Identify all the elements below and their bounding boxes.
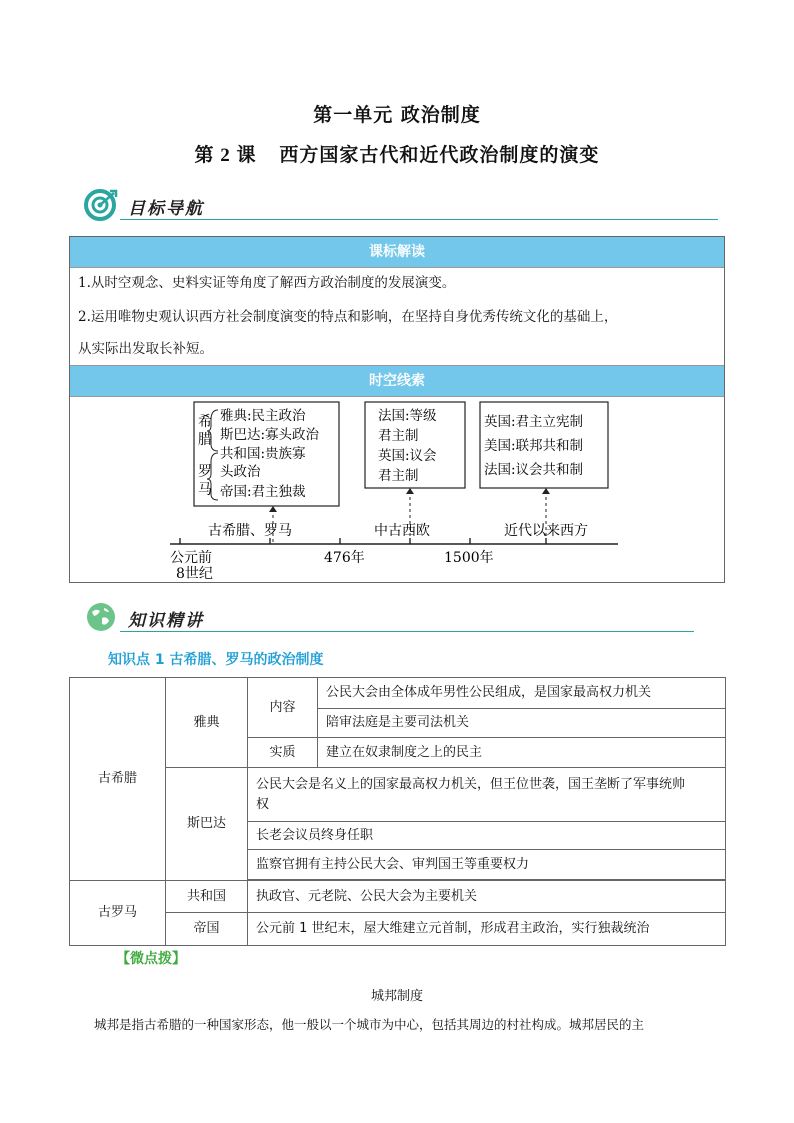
cell-athens-content-2: 陪审法庭是主要司法机关 bbox=[318, 709, 726, 738]
goals-box bbox=[69, 236, 725, 583]
sparta-line: 权 bbox=[256, 796, 270, 812]
lesson-number: 第 2 课 bbox=[194, 145, 257, 166]
divider bbox=[120, 631, 694, 632]
box3-line: 美国:联邦共和制 bbox=[484, 438, 584, 454]
arrow-head bbox=[542, 488, 550, 494]
timeline-diagram bbox=[70, 396, 724, 582]
cell-essence-label: 实质 bbox=[248, 738, 318, 768]
cell-rome: 古罗马 bbox=[70, 881, 166, 946]
globe-icon bbox=[84, 600, 118, 634]
arrow-head bbox=[406, 488, 414, 494]
tip-label: 【微点拨】 bbox=[116, 951, 186, 967]
lesson-title bbox=[0, 140, 794, 167]
rome-char-1: 罗 bbox=[198, 464, 212, 480]
box3-line: 法国:议会共和制 bbox=[484, 462, 584, 478]
cell-republic-text: 执政官、元老院、公民大会为主要机关 bbox=[248, 881, 726, 913]
sparta-line: 公民大会是名义上的国家最高权力机关，但王位世袭，国王垄断了军事统帅 bbox=[256, 776, 686, 792]
box1-line: 斯巴达:寡头政治 bbox=[220, 427, 320, 443]
box3-line: 英国:君主立宪制 bbox=[484, 414, 584, 430]
standards-item-2: 2.运用唯物史观认识西方社会制度演变的特点和影响，在坚持自身优秀传统文化的基础上， bbox=[78, 309, 618, 325]
box2-line: 英国:议会 bbox=[378, 448, 437, 464]
standards-item-1: 1.从时空观念、史料实证等角度了解西方政治制度的发展演变。 bbox=[78, 275, 456, 291]
target-icon bbox=[84, 188, 118, 222]
cell-sparta-3: 监察官拥有主持公民大会、审判国王等重要权力 bbox=[248, 850, 726, 880]
knowledge-point-title: 知识点 1 古希腊、罗马的政治制度 bbox=[108, 652, 324, 668]
section-label: 知识精讲 bbox=[128, 611, 204, 631]
cell-republic: 共和国 bbox=[166, 881, 248, 913]
section-header-knowledge bbox=[84, 600, 694, 640]
knowledge-table bbox=[69, 677, 726, 946]
greece-char-1: 希 bbox=[198, 414, 212, 430]
section-label: 目标导航 bbox=[128, 199, 204, 219]
timeline-header: 时空线索 bbox=[70, 365, 724, 397]
greece-char-2: 腊 bbox=[198, 432, 212, 448]
divider bbox=[120, 219, 718, 220]
box2-line: 法国:等级 bbox=[378, 408, 437, 424]
section-header-goals bbox=[84, 188, 724, 228]
era-modern: 近代以来西方 bbox=[504, 523, 588, 539]
cell-greece: 古希腊 bbox=[70, 678, 166, 881]
cell-sparta-2: 长老会议员终身任职 bbox=[248, 822, 726, 850]
standards-item-2-cont: 从实际出发取长补短。 bbox=[78, 341, 213, 357]
arrow-head bbox=[269, 506, 277, 512]
cell-athens-essence: 建立在奴隶制度之上的民主 bbox=[318, 738, 726, 768]
box1-line: 头政治 bbox=[220, 464, 261, 480]
cell-empire-text: 公元前 1 世纪末，屋大维建立元首制，形成君主政治，实行独裁统治 bbox=[248, 913, 726, 946]
standards-header: 课标解读 bbox=[70, 237, 724, 268]
city-state-paragraph: 城邦是指古希腊的一种国家形态，他一般以一个城市为中心，包括其周边的村社构成。城邦居民的主 bbox=[94, 1017, 645, 1032]
city-state-title: 城邦制度 bbox=[370, 989, 423, 1004]
cell-sparta-1 bbox=[248, 768, 726, 822]
box2-line: 君主制 bbox=[378, 428, 419, 444]
tick-label-1500: 1500年 bbox=[444, 550, 494, 566]
box1-line: 雅典:民主政治 bbox=[220, 408, 306, 424]
tick-label-476: 476年 bbox=[324, 550, 365, 566]
cell-sparta: 斯巴达 bbox=[166, 768, 248, 881]
box1-line: 帝国:君主独裁 bbox=[220, 484, 306, 500]
era-ancient: 古希腊、罗马 bbox=[208, 523, 292, 539]
tick-label-start: 公元前 bbox=[170, 550, 212, 566]
cell-empire: 帝国 bbox=[166, 913, 248, 946]
cell-athens: 雅典 bbox=[166, 678, 248, 768]
box1-line: 共和国:贵族寡 bbox=[220, 446, 306, 462]
lesson-name: 西方国家古代和近代政治制度的演变 bbox=[279, 144, 600, 166]
cell-athens-content-1: 公民大会由全体成年男性公民组成，是国家最高权力机关 bbox=[318, 678, 726, 709]
cell-content-label: 内容 bbox=[248, 678, 318, 738]
rome-char-2: 马 bbox=[198, 482, 212, 498]
era-medieval: 中古西欧 bbox=[374, 523, 430, 539]
tick-label-start-2: 8世纪 bbox=[176, 566, 213, 582]
box2-line: 君主制 bbox=[378, 468, 419, 484]
unit-title: 第一单元 政治制度 bbox=[313, 104, 481, 126]
